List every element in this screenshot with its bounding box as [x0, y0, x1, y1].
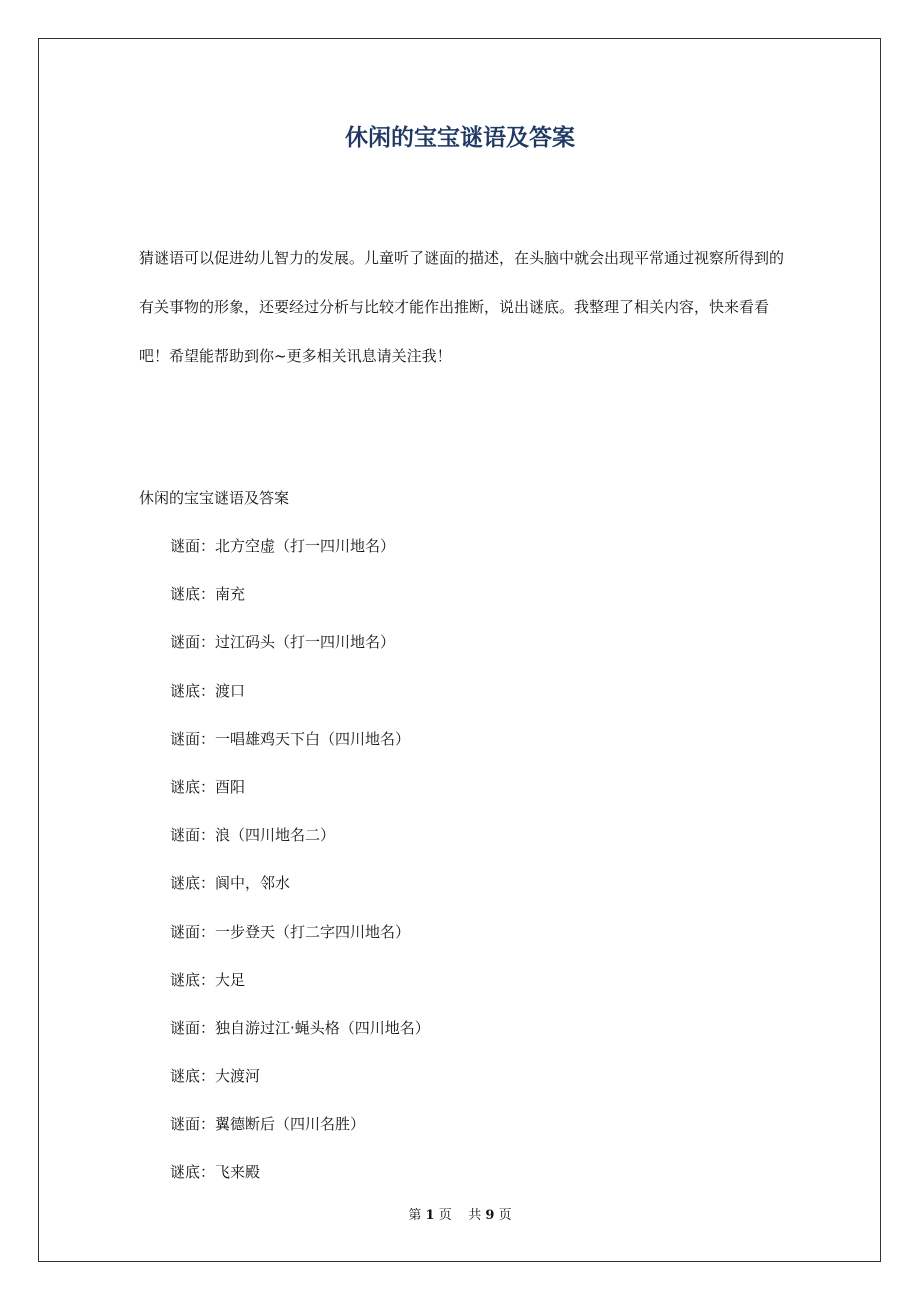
section-heading: 休闲的宝宝谜语及答案 — [139, 489, 290, 507]
riddle-answer: 谜底：飞来殿 — [170, 1163, 261, 1182]
riddle-question: 谜面：独自游过江·蝇头格（四川地名） — [170, 1018, 430, 1037]
page-frame — [38, 38, 881, 1262]
riddle-answer: 谜底：阆中，邻水 — [170, 874, 291, 893]
riddle-question: 谜面：一步登天（打二字四川地名） — [170, 922, 411, 941]
riddle-answer: 谜底：南充 — [170, 585, 246, 604]
riddle-answer: 谜底：大足 — [170, 970, 246, 989]
riddle-answer: 谜底：酉阳 — [170, 777, 246, 796]
total-prefix: 共 — [468, 1208, 482, 1223]
riddle-list — [170, 532, 430, 1207]
riddle-question: 谜面：翼德断后（四川名胜） — [170, 1115, 366, 1134]
riddle-question: 谜面：一唱雄鸡天下白（四川地名） — [170, 729, 411, 748]
page-suffix: 页 — [438, 1208, 452, 1223]
riddle-answer: 谜底：大渡河 — [170, 1067, 261, 1086]
riddle-question: 谜面：北方空虚（打一四川地名） — [170, 537, 396, 555]
page-number: 1 — [425, 1208, 435, 1223]
riddle-question: 谜面：过江码头（打一四川地名） — [170, 633, 396, 652]
riddle-answer: 谜底：渡口 — [170, 681, 246, 700]
page-prefix: 第 — [408, 1208, 422, 1223]
page-footer — [0, 1204, 920, 1228]
total-suffix: 页 — [498, 1208, 512, 1223]
total-pages: 9 — [485, 1208, 495, 1223]
riddle-question: 谜面：浪（四川地名二） — [170, 826, 336, 845]
document-title: 休闲的宝宝谜语及答案 — [345, 125, 575, 151]
intro-paragraph: 猜谜语可以促进幼儿智力的发展。儿童听了谜面的描述，在头脑中就会出现平常通过视察所得到的有关事物的形象，还要经过分析与比较才能作出推断，说出谜底。我整理了相关内容，快来看看吧！希望能帮助到你~更多相关讯息请关注我！ — [139, 249, 785, 365]
